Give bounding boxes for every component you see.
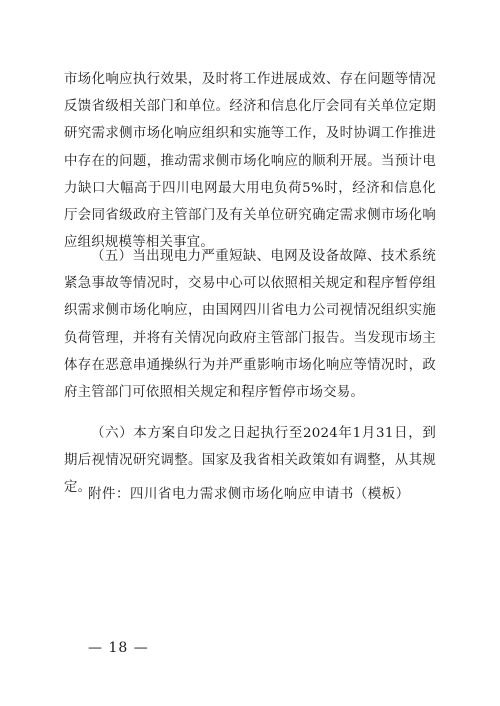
- paragraph-item-five: （五）当出现电力严重短缺、电网及设备故障、技术系统紧急事故等情况时，交易中心可以依照相关规定和程序暂停组织需求侧市场化响应，由国网四川省电力公司视情况组织实施负荷管理，并将有关情况向政府主管部门报告。当发现市场主体存在恶意串通操纵行为并严重影响市场化响应等情况时，政府主管部门可依照相关规定和程序暂停市场交易。: [64, 249, 436, 401]
- page-number: — 18 —: [88, 640, 149, 656]
- paragraph-item-six: （六）本方案自印发之日起执行至2024年1月31日，到期后视情况研究调整。国家及我省相关政策如有调整，从其规定。: [64, 426, 436, 496]
- paragraph-continuation: 市场化响应执行效果，及时将工作进展成效、存在问题等情况反馈省级相关部门和单位。经济和信息化厅会同有关单位定期研究需求侧市场化响应组织和实施等工作，及时协调工作推进中存在的问题，推动需求侧市场化响应的顺利开展。当预计电力缺口大幅高于四川电网最大用电负荷5%时，经济和信息化厅会同省级政府主管部门及有关单位研究确定需求侧市场化响应组织规模等相关事宜。: [64, 72, 436, 251]
- attachment-line: 附件：四川省电力需求侧市场化响应申请书（模板）: [88, 487, 410, 502]
